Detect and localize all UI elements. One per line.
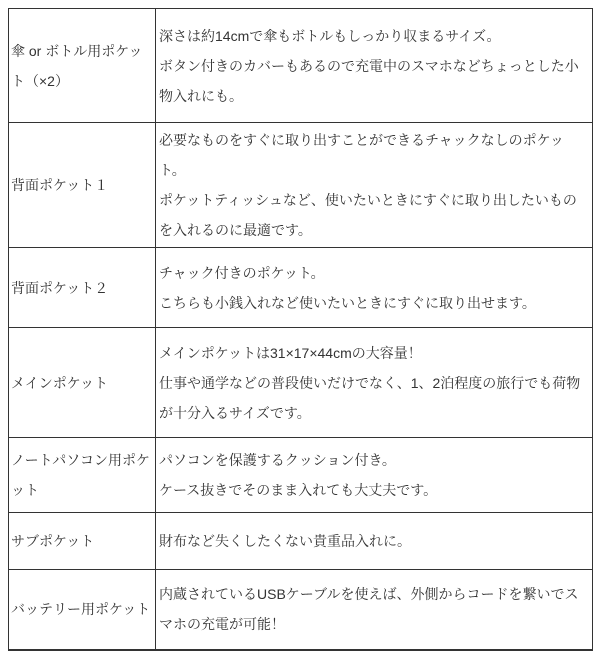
pocket-name-label: 背面ポケット２ — [11, 279, 109, 296]
pocket-name-cell — [9, 248, 156, 328]
pocket-name-cell — [9, 570, 156, 650]
table-row — [9, 248, 593, 328]
pocket-name-label: ノートパソコン用ポケット — [11, 452, 151, 498]
pocket-description-cell — [156, 9, 593, 123]
pocket-description-cell — [156, 248, 593, 328]
pocket-description-line: ポケットティッシュなど、使いたいときにすぐに取り出したいものを入れるのに最適です。 — [159, 192, 577, 238]
pocket-name-cell — [9, 123, 156, 248]
table-row — [9, 328, 593, 438]
pocket-description-line: 必要なものをすぐに取り出すことができるチャックなしのポケット。 — [159, 132, 564, 178]
pocket-name-label: メインポケット — [11, 374, 109, 391]
pocket-description-cell — [156, 513, 593, 570]
table-row — [9, 123, 593, 248]
table-row — [9, 570, 593, 650]
pocket-description-cell — [156, 570, 593, 650]
pocket-name-cell — [9, 9, 156, 123]
pocket-table-body — [9, 9, 593, 650]
pocket-name-label: 背面ポケット１ — [11, 177, 109, 193]
pocket-description-line: 財布など失くしたくない貴重品入れに。 — [159, 533, 411, 549]
pocket-description-line: ボタン付きのカバーもあるので充電中のスマホなどちょっとした小物入れにも。 — [159, 57, 579, 104]
pocket-description-cell — [156, 328, 593, 438]
pocket-name-label: バッテリー用ポケット — [11, 601, 151, 618]
table-row — [9, 513, 593, 570]
pocket-name-cell — [9, 513, 156, 570]
pocket-description-line: 深さは約14cmで傘もボトルもしっかり収まるサイズ。 — [159, 27, 501, 44]
pocket-description-cell — [156, 438, 593, 513]
pocket-description-line: こちらも小銭入れなど使いたいときにすぐに取り出せます。 — [159, 294, 536, 311]
pocket-name-cell — [9, 438, 156, 513]
pocket-description-cell — [156, 123, 593, 248]
pocket-description-line: チャック付きのポケット。 — [159, 264, 325, 281]
pocket-name-cell — [9, 328, 156, 438]
pocket-name-label: 傘 or ボトル用ポケット（×2） — [11, 42, 143, 89]
table-row — [9, 438, 593, 513]
table-row — [9, 9, 593, 123]
pocket-name-label: サブポケット — [11, 533, 95, 549]
pocket-description-line: 内蔵されているUSBケーブルを使えば、外側からコードを繋いでスマホの充電が可能！ — [159, 586, 579, 633]
pocket-description-line: パソコンを保護するクッション付き。 — [159, 452, 396, 468]
pocket-description-line: ケース抜きでそのまま入れても大丈夫です。 — [159, 482, 438, 498]
pocket-description-line: 仕事や通学などの普段使いだけでなく、1、2泊程度の旅行でも荷物が十分入るサイズです。 — [159, 374, 581, 421]
pocket-spec-table — [8, 8, 593, 651]
pocket-description-line: メインポケットは31×17×44cmの大容量！ — [159, 344, 422, 361]
